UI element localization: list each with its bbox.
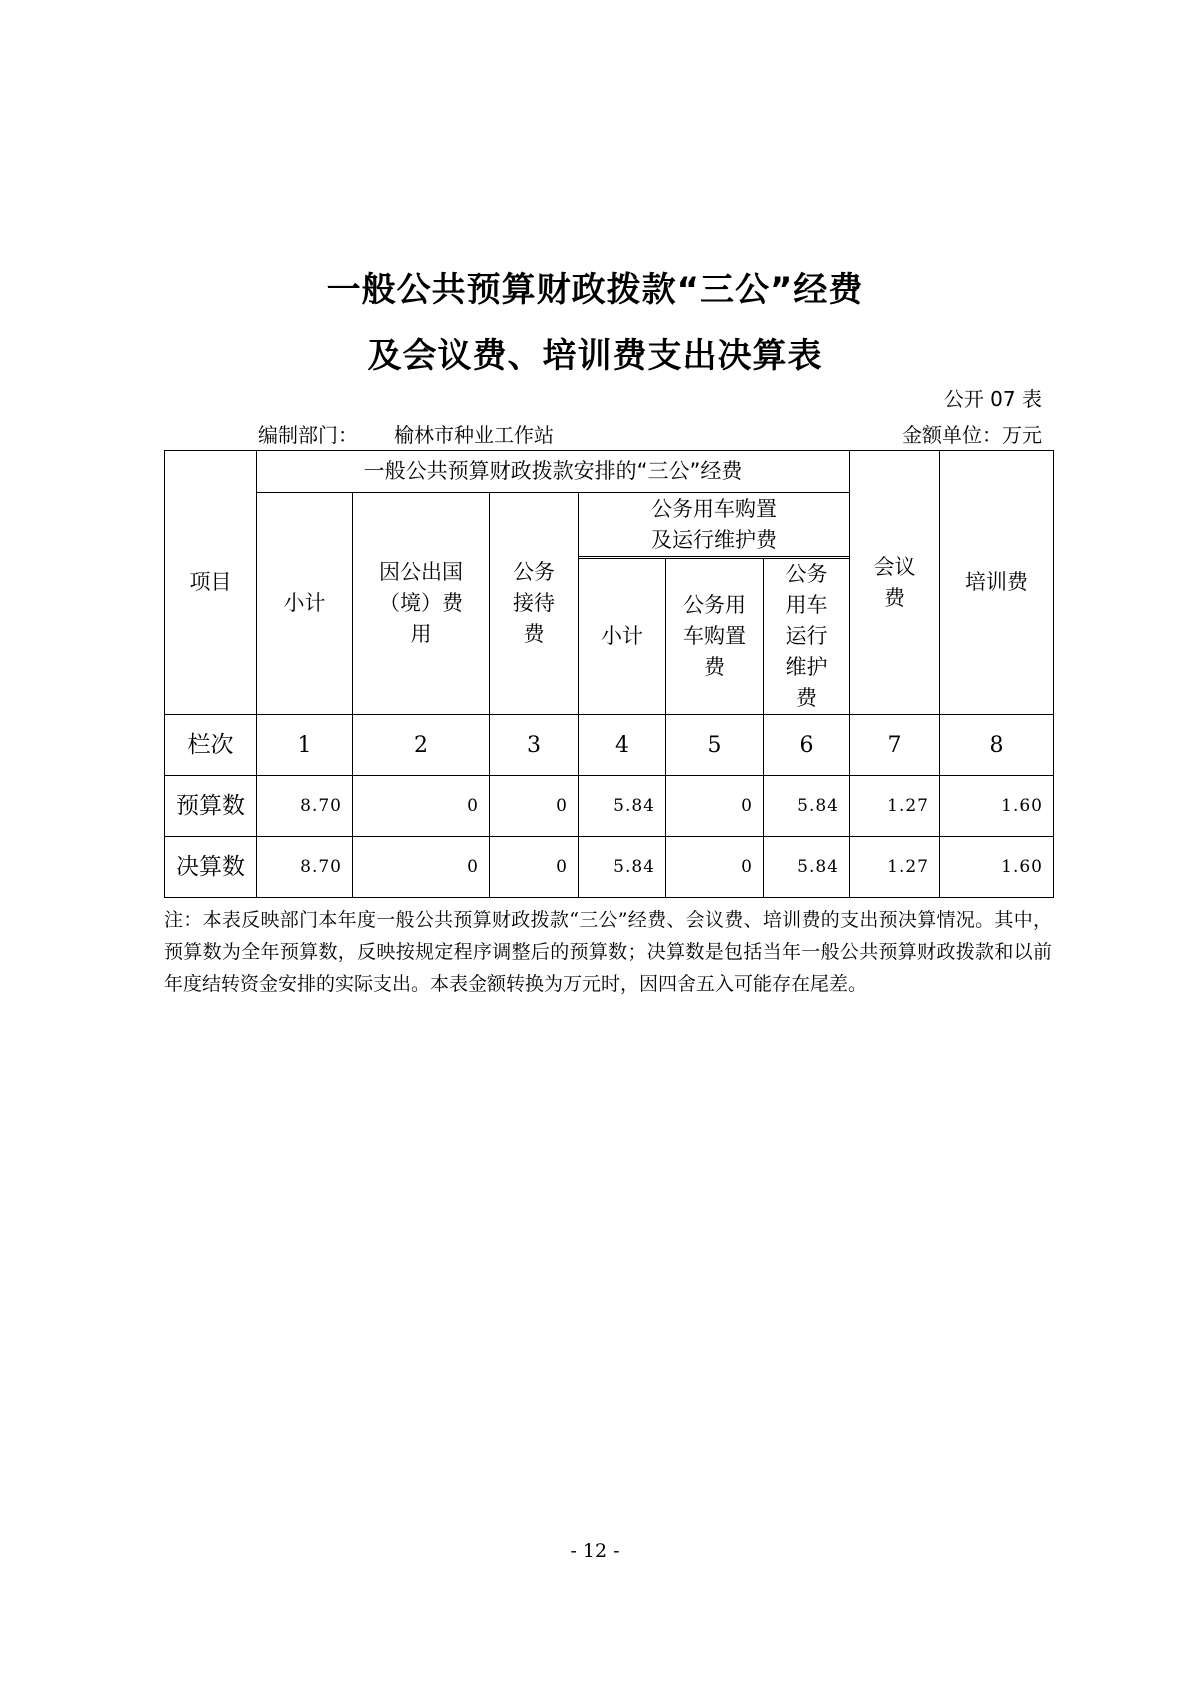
- three-public-group-header: 一般公共预算财政拨款安排的“三公”经费: [257, 451, 850, 493]
- table-cell: 5.84: [579, 837, 666, 898]
- amount-unit: 金额单位：万元: [902, 423, 1042, 447]
- training-fee-header: 培训费: [940, 451, 1054, 715]
- column-number: 5: [666, 715, 764, 776]
- meeting-fee-header: 会议费: [850, 451, 940, 715]
- table-cell: 0: [353, 837, 490, 898]
- abroad-fee-header: 因公出国（境）费用: [353, 493, 490, 715]
- page-subtitle: 及会议费、培训费支出决算表: [367, 336, 823, 376]
- column-number: 7: [850, 715, 940, 776]
- column-number-label: 栏次: [165, 715, 257, 776]
- table-cell: 1.27: [850, 837, 940, 898]
- department-label: 编制部门：: [258, 423, 358, 447]
- table-cell: 8.70: [257, 837, 353, 898]
- vehicle-group-header: 公务用车购置及运行维护费: [579, 493, 850, 557]
- row-label-budget: 预算数: [165, 776, 257, 837]
- table-cell: 0: [666, 776, 764, 837]
- table-cell: 0: [353, 776, 490, 837]
- table-cell: 5.84: [764, 837, 850, 898]
- table-note: 注：本表反映部门本年度一般公共预算财政拨款“三公”经费、会议费、培训费的支出预决算情况。其中，预算数为全年预算数，反映按规定程序调整后的预算数；决算数是包括当年一般公共预算财政拨款和以前年度结转资金安排的实际支出。本表金额转换为万元时，因四舍五入可能存在尾差。: [164, 909, 1052, 995]
- column-number: 3: [490, 715, 579, 776]
- vehicle-purchase-header: 公务用车购置费: [666, 559, 764, 715]
- table-cell: 5.84: [579, 776, 666, 837]
- table-cell: 5.84: [764, 776, 850, 837]
- table-cell: 8.70: [257, 776, 353, 837]
- row-label-final: 决算数: [165, 837, 257, 898]
- column-number: 1: [257, 715, 353, 776]
- column-number: 4: [579, 715, 666, 776]
- column-number: 8: [940, 715, 1054, 776]
- reception-fee-header: 公务接待费: [490, 493, 579, 715]
- table-cell: 0: [490, 837, 579, 898]
- item-header: 项目: [165, 451, 257, 715]
- vehicle-subtotal-header: 小计: [579, 559, 666, 715]
- vehicle-operation-header: 公务用车运行维护费: [764, 559, 850, 715]
- table-cell: 1.60: [940, 776, 1054, 837]
- table-cell: 1.60: [940, 837, 1054, 898]
- table-cell: 0: [666, 837, 764, 898]
- expense-table: [164, 450, 1054, 898]
- table-row-final: [165, 837, 1054, 898]
- form-number: 公开 07 表: [943, 387, 1042, 411]
- page-title: 一般公共预算财政拨款“三公”经费: [326, 270, 864, 310]
- table-row-budget: [165, 776, 1054, 837]
- table-cell: 0: [490, 776, 579, 837]
- page-number: - 12 -: [570, 1540, 620, 1562]
- column-number: 6: [764, 715, 850, 776]
- table-cell: 1.27: [850, 776, 940, 837]
- subtotal-header: 小计: [257, 493, 353, 715]
- department-value: 榆林市种业工作站: [394, 423, 554, 447]
- column-number: 2: [353, 715, 490, 776]
